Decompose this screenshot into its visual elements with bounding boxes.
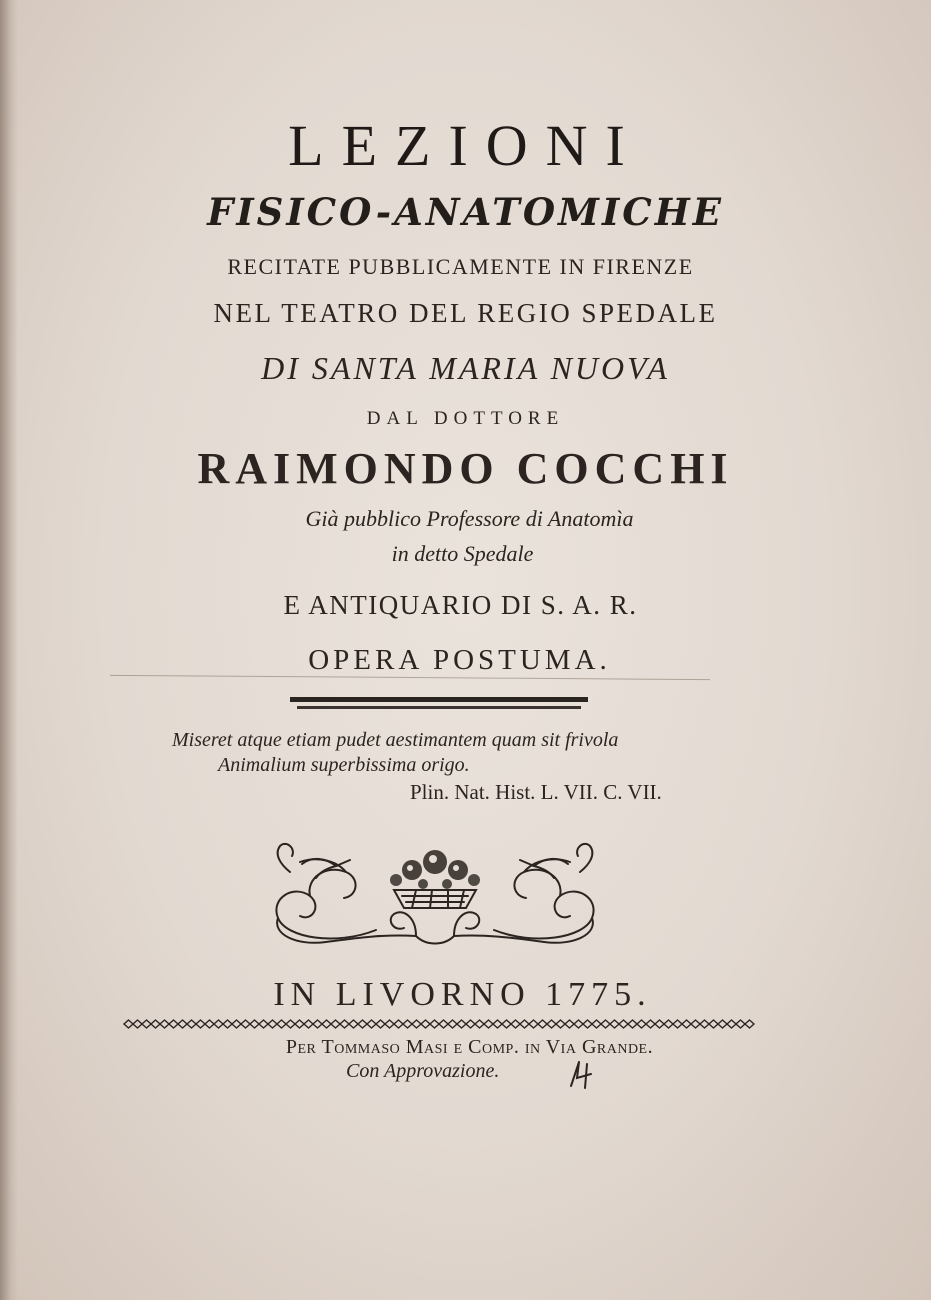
chain-link <box>340 1020 349 1028</box>
chain-link <box>241 1020 250 1028</box>
chain-link <box>223 1020 232 1028</box>
chain-link <box>493 1020 502 1028</box>
chain-link <box>151 1020 160 1028</box>
chain-link <box>475 1020 484 1028</box>
floral-basket-icon <box>266 838 604 950</box>
chain-link <box>403 1020 412 1028</box>
chain-link <box>277 1020 286 1028</box>
chain-link <box>646 1020 655 1028</box>
opera-postuma: OPERA POSTUMA. <box>308 644 611 676</box>
antiquario-line: E ANTIQUARIO DI S. A. R. <box>283 590 638 620</box>
imprint-approval: Con Approvazione. <box>346 1060 500 1082</box>
chain-link <box>511 1020 520 1028</box>
chain-link <box>745 1020 754 1028</box>
chain-link <box>565 1020 574 1028</box>
chain-link <box>412 1020 421 1028</box>
chain-link <box>187 1020 196 1028</box>
chain-link <box>547 1020 556 1028</box>
chain-link <box>322 1020 331 1028</box>
chain-link <box>430 1020 439 1028</box>
chain-link <box>142 1020 151 1028</box>
chain-link <box>556 1020 565 1028</box>
book-title: LEZIONI <box>288 113 643 178</box>
dal-dottore-line: DAL DOTTORE <box>366 408 565 429</box>
author-role-line-1: Già pubblico Professore di Anatomìa <box>305 506 634 531</box>
thin-rule <box>297 706 581 709</box>
chain-link <box>133 1020 142 1028</box>
chain-link <box>439 1020 448 1028</box>
epigraph-line-2: Animalium superbissima origo. <box>218 754 470 776</box>
chain-link <box>538 1020 547 1028</box>
chain-link <box>259 1020 268 1028</box>
chain-link <box>736 1020 745 1028</box>
chain-link <box>421 1020 430 1028</box>
chain-link <box>385 1020 394 1028</box>
author-role-line-2: in detto Spedale <box>391 541 534 566</box>
chain-link <box>583 1020 592 1028</box>
chain-link <box>313 1020 322 1028</box>
chain-link <box>655 1020 664 1028</box>
chain-link <box>709 1020 718 1028</box>
chain-link <box>205 1020 214 1028</box>
chain-link <box>358 1020 367 1028</box>
chain-link <box>250 1020 259 1028</box>
chain-link <box>727 1020 736 1028</box>
chain-link <box>295 1020 304 1028</box>
epigraph-citation: Plin. Nat. Hist. L. VII. C. VII. <box>410 780 662 804</box>
chain-link <box>331 1020 340 1028</box>
chain-link <box>610 1020 619 1028</box>
chain-link <box>718 1020 727 1028</box>
author-name: RAIMONDO COCCHI <box>197 444 734 493</box>
santa-maria-line: DI SANTA MARIA NUOVA <box>261 350 670 386</box>
chain-link <box>232 1020 241 1028</box>
chain-link <box>214 1020 223 1028</box>
chain-link <box>196 1020 205 1028</box>
chain-link <box>268 1020 277 1028</box>
chain-link <box>124 1020 133 1028</box>
chain-link <box>394 1020 403 1028</box>
chain-link <box>169 1020 178 1028</box>
imprint-place-year: IN LIVORNO 1775. <box>273 976 652 1013</box>
chain-link <box>367 1020 376 1028</box>
epigraph-line-1: Miseret atque etiam pudet aestimantem quam sit frivola <box>172 729 619 751</box>
chain-link <box>160 1020 169 1028</box>
recitate-line: RECITATE PUBBLICAMENTE IN FIRENZE <box>227 254 694 279</box>
chain-link <box>682 1020 691 1028</box>
imprint-printer: Per Tommaso Masi e Comp. in Via Grande. <box>285 1036 654 1058</box>
chain-link <box>457 1020 466 1028</box>
chain-link <box>178 1020 187 1028</box>
chain-link <box>691 1020 700 1028</box>
chain-link <box>304 1020 313 1028</box>
chain-link <box>529 1020 538 1028</box>
chain-link <box>619 1020 628 1028</box>
chain-link <box>484 1020 493 1028</box>
chain-link <box>574 1020 583 1028</box>
chain-link <box>601 1020 610 1028</box>
chain-link <box>592 1020 601 1028</box>
chain-rule <box>120 1018 755 1030</box>
chain-link <box>520 1020 529 1028</box>
chain-link <box>673 1020 682 1028</box>
chain-link <box>376 1020 385 1028</box>
chain-link <box>466 1020 475 1028</box>
chain-link <box>628 1020 637 1028</box>
chain-link <box>502 1020 511 1028</box>
chain-link <box>448 1020 457 1028</box>
chain-link <box>700 1020 709 1028</box>
thick-rule <box>290 697 588 702</box>
chain-link <box>664 1020 673 1028</box>
chain-link <box>637 1020 646 1028</box>
chain-link <box>349 1020 358 1028</box>
chain-link <box>286 1020 295 1028</box>
handwritten-mark-icon <box>565 1058 599 1092</box>
teatro-line: NEL TEATRO DEL REGIO SPEDALE <box>213 298 718 328</box>
book-subtitle: FISICO-ANATOMICHE <box>207 190 724 234</box>
